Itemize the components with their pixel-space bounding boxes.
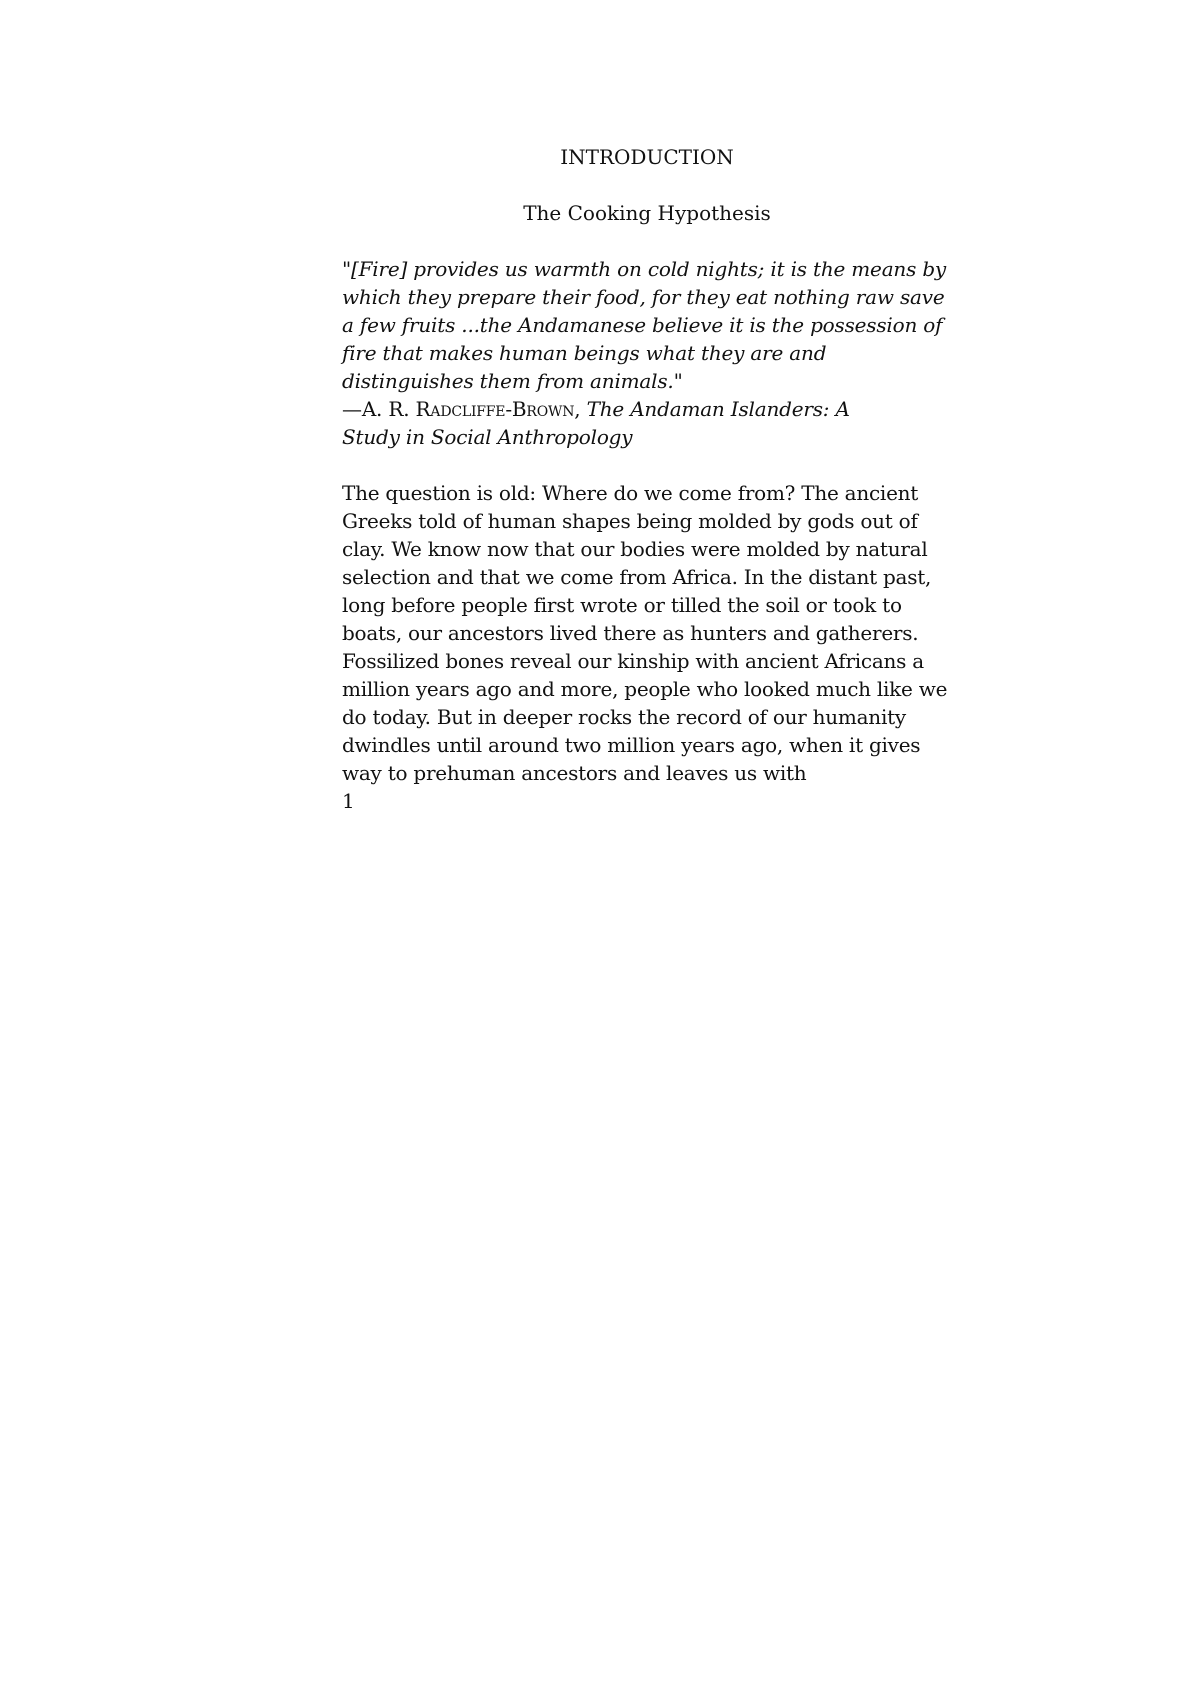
attribution-separator: , xyxy=(574,397,587,421)
attribution-book-subtitle: Study in Social Anthropology xyxy=(342,425,633,449)
body-line: long before people first wrote or tilled the soil or took to xyxy=(342,593,902,617)
epigraph-line: which they prepare their food, for they eat nothing raw save xyxy=(342,285,945,309)
attribution-author: A. R. Radcliffe-Brown xyxy=(361,397,575,421)
body-line: do today. But in deeper rocks the record of our humanity xyxy=(342,705,906,729)
body-line: boats, our ancestors lived there as hunters and gatherers. xyxy=(342,621,919,645)
epigraph xyxy=(342,255,952,451)
body-line: million years ago and more, people who looked much like we xyxy=(342,677,948,701)
chapter-title: INTRODUCTION xyxy=(560,145,734,169)
epigraph-line: "[Fire] provides us warmth on cold nights; it is the means by xyxy=(342,257,947,281)
body-line: selection and that we come from Africa. In the distant past, xyxy=(342,565,932,589)
attribution-dash: — xyxy=(342,397,362,421)
paragraph-gap xyxy=(342,451,952,479)
body-paragraph xyxy=(342,479,952,787)
epigraph-line: fire that makes human beings what they are and xyxy=(342,341,827,365)
epigraph-line: distinguishes them from animals." xyxy=(342,369,683,393)
body-line: Greeks told of human shapes being molded by gods out of xyxy=(342,509,918,533)
text-column xyxy=(342,143,952,815)
body-line: dwindles until around two million years ago, when it gives xyxy=(342,733,921,757)
body-line: clay. We know now that our bodies were molded by natural xyxy=(342,537,928,561)
epigraph-attribution xyxy=(342,395,952,423)
body-line: way to prehuman ancestors and leaves us with xyxy=(342,761,807,785)
body-line: The question is old: Where do we come from? The ancient xyxy=(342,481,919,505)
epigraph-line: a few fruits ...the Andamanese believe it is the possession of xyxy=(342,313,943,337)
chapter-subtitle: The Cooking Hypothesis xyxy=(523,201,771,225)
body-line: Fossilized bones reveal our kinship with ancient Africans a xyxy=(342,649,924,673)
page-number: 1 xyxy=(342,789,355,813)
attribution-book-title: The Andaman Islanders: A xyxy=(586,397,850,421)
